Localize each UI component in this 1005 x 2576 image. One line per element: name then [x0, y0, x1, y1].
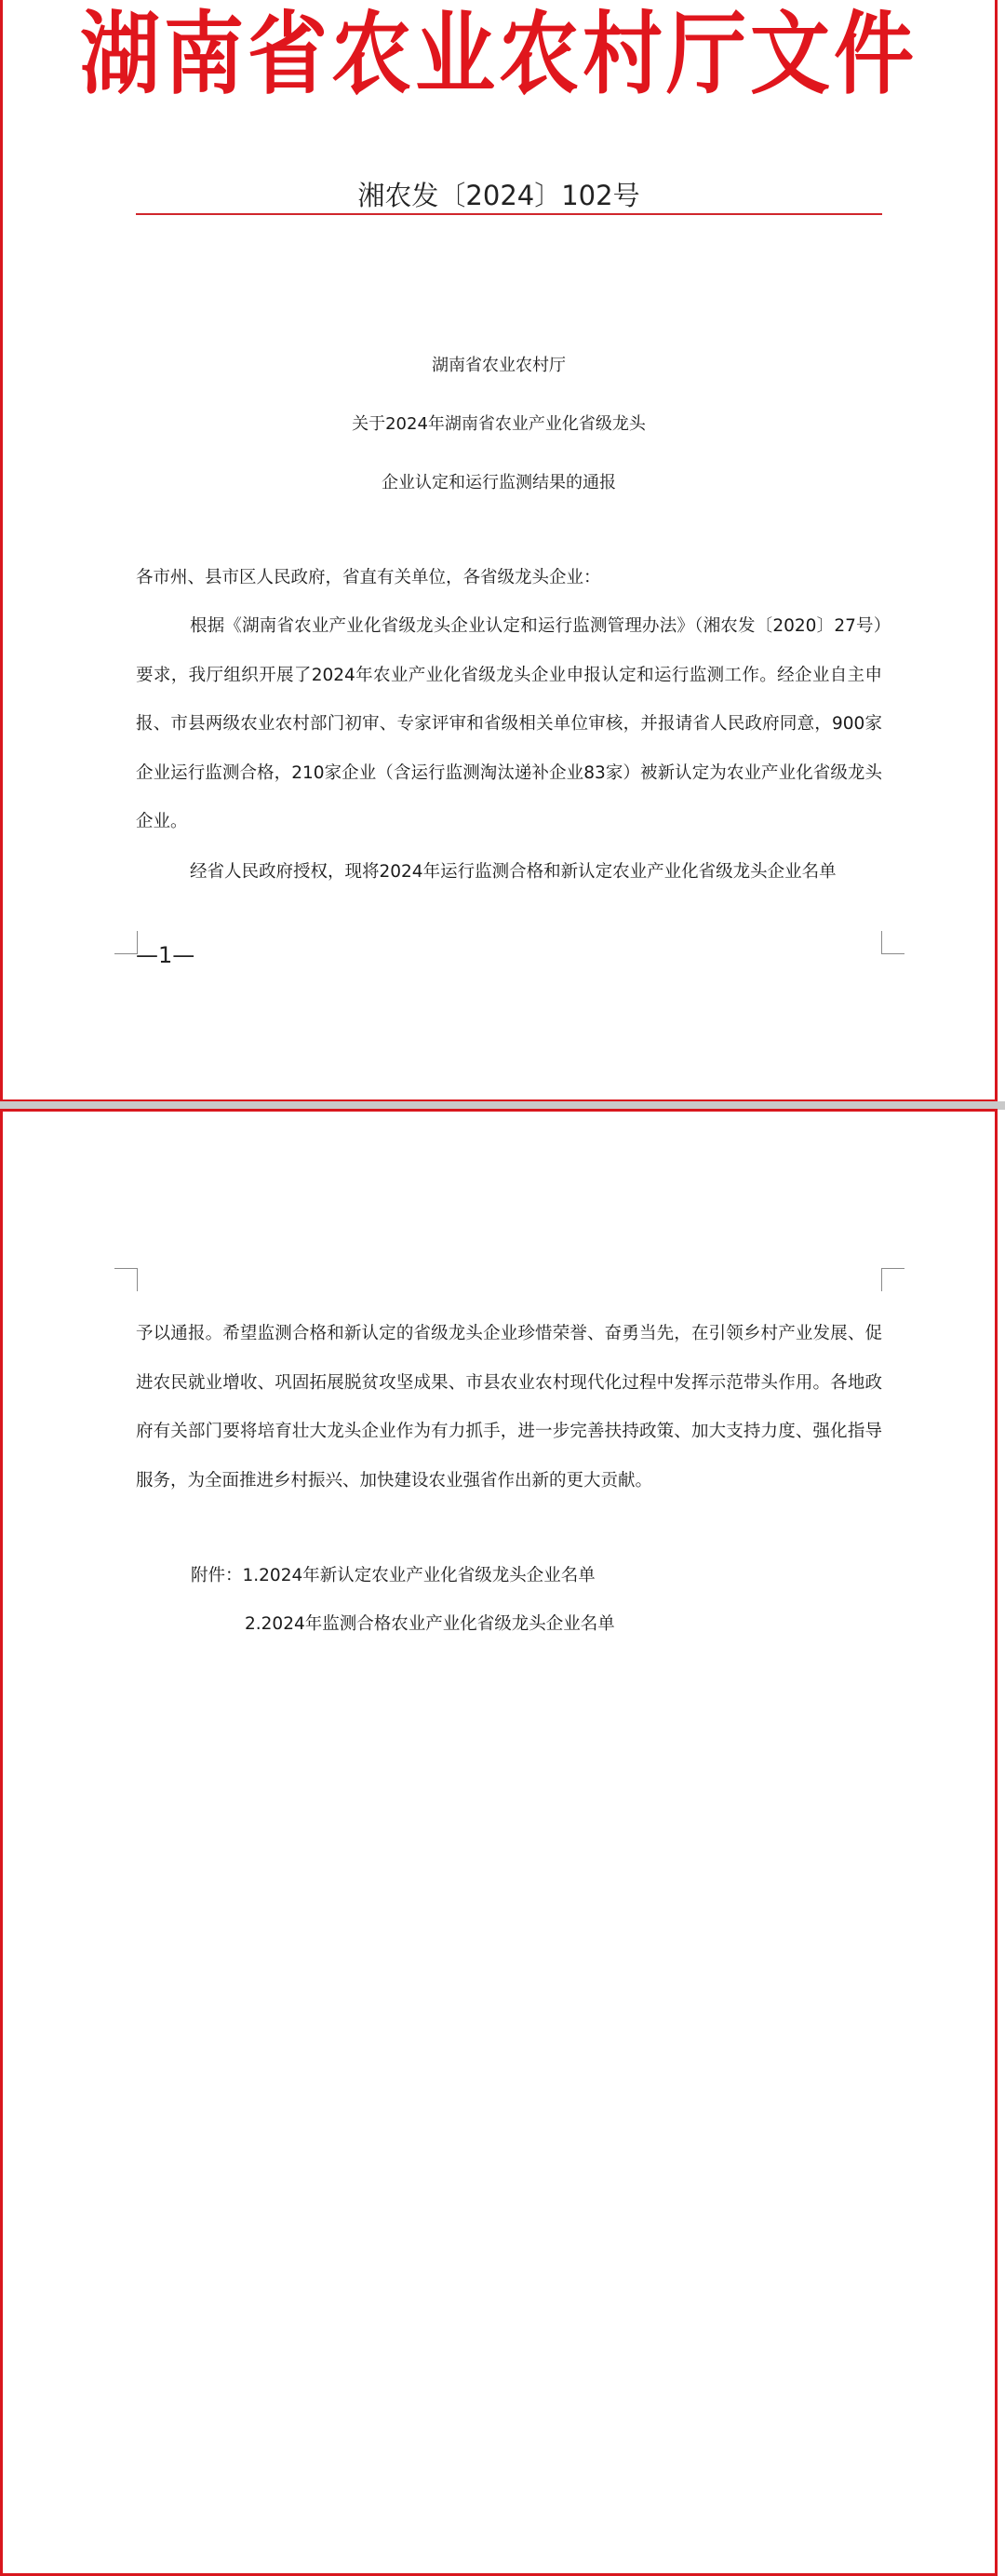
page-corner-mark [114, 931, 138, 954]
body-paragraph-2-start: 经省人民政府授权，现将2024年运行监测合格和新认定农业产业化省级龙头企业名单 [190, 862, 837, 882]
attachment-item-1: 附件：1.2024年新认定农业产业化省级龙头企业名单 [191, 1566, 596, 1585]
body-paragraph-2-continued: 予以通报。希望监测合格和新认定的省级龙头企业珍惜荣誉、奋勇当先，在引领乡村产业发展、促进农民就业增收、巩固拓展脱贫攻坚成果、市县农业农村现代化过程中发挥示范带头作用。各地政府有关部门要将培育壮大龙头企业作为有力抓手，进一步完善扶持政策、加大支持力度、强化指导服务，为全面推进乡村振兴、加快建设农业强省作出新的更大贡献。 [136, 1324, 882, 1490]
salutation: 各市州、县市区人民政府，省直有关单位，各省级龙头企业： [136, 568, 601, 587]
title-line-1: 湖南省农业农村厅 [432, 356, 566, 375]
page-corner-mark [881, 1268, 904, 1291]
document-page-1 [0, 0, 998, 1102]
document-number: 湘农发〔2024〕102号 [357, 180, 640, 211]
title-line-2: 关于2024年湖南省农业产业化省级龙头 [352, 414, 646, 434]
document-masthead: 湖南省农业农村厅文件 [80, 2, 918, 107]
page-corner-mark [881, 931, 904, 954]
attachment-item-2: 2.2024年监测合格农业产业化省级龙头企业名单 [245, 1614, 615, 1634]
red-separator-line [136, 213, 882, 215]
document-page-2 [0, 1109, 998, 2576]
title-line-3: 企业认定和运行监测结果的通报 [382, 473, 616, 492]
body-paragraph-1: 根据《湖南省农业产业化省级龙头企业认定和运行监测管理办法》（湘农发〔2020〕27号）要求，我厅组织开展了2024年农业产业化省级龙头企业申报认定和运行监测工作。经企业自主申报、市县两级农业农村部门初审、专家评审和省级相关单位审核，并报请省人民政府同意，900家企业运行监测合格，210家企业（含运行监测淘汰递补企业83家）被新认定为农业产业化省级龙头企业。 [136, 616, 882, 831]
page-corner-mark [114, 1268, 138, 1291]
page-number: —1— [136, 942, 195, 968]
